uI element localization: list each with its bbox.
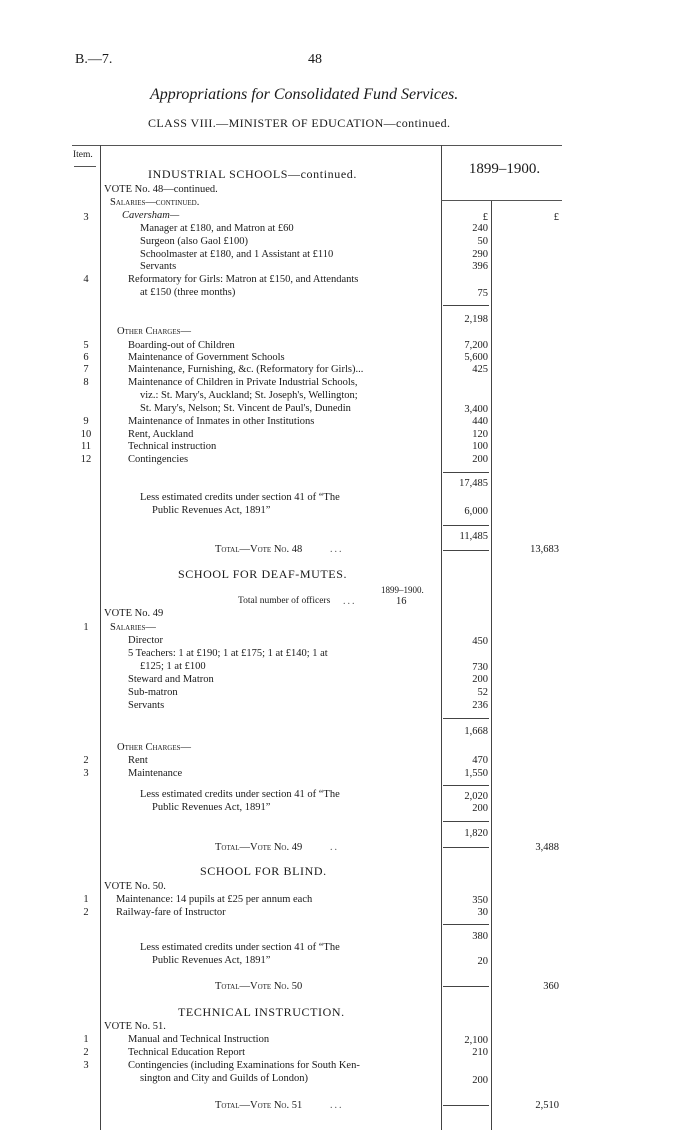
vote-49-label: VOTE No. 49 xyxy=(104,608,164,619)
page-number: 48 xyxy=(308,52,322,67)
line-item-text: Steward and Matron xyxy=(128,674,214,685)
line-item-text: Servants xyxy=(140,261,177,272)
item-number: 3 xyxy=(83,768,89,779)
item-column-header: Item. xyxy=(73,150,93,160)
line-item-text: 5 Teachers: 1 at £190; 1 at £175; 1 at £140; 1 at xyxy=(128,648,328,659)
line-item-amount: 440 xyxy=(472,416,488,427)
less-credits-amount: 200 xyxy=(472,803,488,814)
subtotal-rule xyxy=(443,525,489,526)
item-header-underline xyxy=(74,166,96,167)
currency-symbol-total: £ xyxy=(553,212,559,223)
deaf-mutes-heading: SCHOOL FOR DEAF-MUTES. xyxy=(178,567,348,581)
officers-year: 1899–1900. xyxy=(381,585,424,595)
less-credits-text: Less estimated credits under section 41 of “The xyxy=(140,942,340,953)
vote-51-total: 2,510 xyxy=(535,1100,559,1111)
line-item-text: Contingencies (including Examinations for South Ken- xyxy=(128,1060,360,1071)
less-credits-amount: 20 xyxy=(477,956,488,967)
item-number: 5 xyxy=(83,340,89,351)
salaries-subtotal: 2,198 xyxy=(464,314,488,325)
subtotal-rule xyxy=(443,924,489,925)
item-number: 8 xyxy=(83,377,89,388)
line-item-amount: 3,400 xyxy=(464,404,488,415)
line-item-amount: 7,200 xyxy=(464,340,488,351)
line-item-text: Maintenance of Children in Private Industrial Schools, xyxy=(128,377,358,388)
vote-50-total-label: Total—Vote No. 50 xyxy=(215,981,303,992)
total-rule xyxy=(443,550,489,551)
line-item-text: Rent, Auckland xyxy=(128,429,194,440)
line-item-amount: 2,100 xyxy=(464,1035,488,1046)
line-item-text: Technical Education Report xyxy=(128,1047,246,1058)
line-item-text: £125; 1 at £100 xyxy=(140,661,206,672)
item-number: 11 xyxy=(80,441,92,452)
other-charges-subtotal: 2,020 xyxy=(464,791,488,802)
line-item-amount: 396 xyxy=(472,261,488,272)
item-number: 3 xyxy=(83,1060,89,1071)
line-item-text: Maintenance of Inmates in other Institutions xyxy=(128,416,315,427)
leader-dots: ... xyxy=(330,544,344,555)
class-heading: CLASS VIII.—MINISTER OF EDUCATION—continued. xyxy=(148,116,451,130)
net-amount: 1,820 xyxy=(464,828,488,839)
line-item-amount: 470 xyxy=(472,755,488,766)
year-header-rule xyxy=(441,200,562,201)
item-number: 3 xyxy=(83,212,89,223)
line-item-amount: 425 xyxy=(472,364,488,375)
line-item-text: Schoolmaster at £180, and 1 Assistant at £110 xyxy=(140,249,334,260)
line-item-text: Manager at £180, and Matron at £60 xyxy=(140,223,294,234)
line-item-text: Rent xyxy=(128,755,148,766)
leader-dots: .. xyxy=(330,842,339,853)
other-charges-head: Other Charges— xyxy=(117,326,191,337)
line-item-amount: 30 xyxy=(477,907,488,918)
line-item-amount: 290 xyxy=(472,249,488,260)
vote-48-label: VOTE No. 48—continued. xyxy=(104,184,218,195)
item-column-rule xyxy=(100,145,101,1130)
item-number: 7 xyxy=(83,364,89,375)
vote-48-total: 13,683 xyxy=(530,544,559,555)
item-number: 10 xyxy=(80,429,92,440)
total-rule xyxy=(443,986,489,987)
line-item-amount: 450 xyxy=(472,636,488,647)
line-item-text: Technical instruction xyxy=(128,441,217,452)
line-item-amount: 75 xyxy=(477,288,488,299)
line-item-amount: 236 xyxy=(472,700,488,711)
vote-49-total: 3,488 xyxy=(535,842,559,853)
vote-50-label: VOTE No. 50. xyxy=(104,881,166,892)
line-item-text: Servants xyxy=(128,700,165,711)
blind-school-heading: SCHOOL FOR BLIND. xyxy=(200,864,327,878)
subtotal-rule xyxy=(443,821,489,822)
item-number: 2 xyxy=(83,1047,89,1058)
line-item-amount: 50 xyxy=(477,236,488,247)
item-number: 1 xyxy=(83,894,89,905)
less-credits-text: Less estimated credits under section 41 of “The xyxy=(140,789,340,800)
line-item-text: Manual and Technical Instruction xyxy=(128,1034,270,1045)
line-item-amount: 100 xyxy=(472,441,488,452)
vote-49-total-label: Total—Vote No. 49 xyxy=(215,842,303,853)
leader-dots: ... xyxy=(343,596,357,607)
table-top-rule xyxy=(72,145,562,146)
less-credits-text: Public Revenues Act, 1891” xyxy=(152,505,271,516)
line-item-text: sington and City and Guilds of London) xyxy=(140,1073,308,1084)
item-number: 12 xyxy=(80,454,92,465)
item-number: 4 xyxy=(83,274,89,285)
subtotal-rule xyxy=(443,785,489,786)
line-item-amount: 200 xyxy=(472,1075,488,1086)
line-item-amount: 730 xyxy=(472,662,488,673)
line-item-text: Maintenance: 14 pupils at £25 per annum each xyxy=(116,894,313,905)
page-title: Appropriations for Consolidated Fund Services. xyxy=(150,86,459,103)
subtotal-rule xyxy=(443,718,489,719)
vote-51-total-label: Total—Vote No. 51 xyxy=(215,1100,303,1111)
line-item-amount: 240 xyxy=(472,223,488,234)
less-credits-text: Less estimated credits under section 41 of “The xyxy=(140,492,340,503)
line-item-amount: 200 xyxy=(472,674,488,685)
subtotal-rule xyxy=(443,472,489,473)
industrial-schools-heading: INDUSTRIAL SCHOOLS—continued. xyxy=(148,167,357,181)
net-amount: 11,485 xyxy=(459,531,488,542)
salaries-subtotal: 1,668 xyxy=(464,726,488,737)
line-item-amount: 210 xyxy=(472,1047,488,1058)
other-charges-subtotal: 17,485 xyxy=(459,478,488,489)
line-item-text: Railway-fare of Instructor xyxy=(116,907,226,918)
line-item-text: Maintenance xyxy=(128,768,183,779)
item-number: 1 xyxy=(83,1034,89,1045)
item-number: 6 xyxy=(83,352,89,363)
line-item-amount: 350 xyxy=(472,895,488,906)
vote-48-salaries-head: Salaries—continued. xyxy=(110,197,200,208)
line-item-amount: 120 xyxy=(472,429,488,440)
line-item-text: Surgeon (also Gaol £100) xyxy=(140,236,248,247)
line-item-amount: 5,600 xyxy=(464,352,488,363)
less-credits-text: Public Revenues Act, 1891” xyxy=(152,955,271,966)
line-item-text: viz.: St. Mary's, Auckland; St. Joseph's, Wellington; xyxy=(140,390,358,401)
line-item-text: at £150 (three months) xyxy=(140,287,236,298)
year-column-header: 1899–1900. xyxy=(468,161,541,177)
line-item-amount: 1,550 xyxy=(464,768,488,779)
amount-column-rule-right xyxy=(491,200,492,1130)
line-item-text: Director xyxy=(128,635,163,646)
currency-symbol-amount: £ xyxy=(482,212,488,223)
other-charges-head: Other Charges— xyxy=(117,742,191,753)
officers-label: Total number of officers xyxy=(238,596,331,606)
line-item-text: Contingencies xyxy=(128,454,189,465)
vote-50-total: 360 xyxy=(543,981,559,992)
subtotal-amount: 380 xyxy=(472,931,488,942)
line-item-text: Boarding-out of Children xyxy=(128,340,235,351)
item-number: 2 xyxy=(83,907,89,918)
item-number: 1 xyxy=(83,622,89,633)
line-item-amount: 52 xyxy=(477,687,488,698)
vote-48-total-label: Total—Vote No. 48 xyxy=(215,544,303,555)
line-item-text: Sub-matron xyxy=(128,687,178,698)
line-item-text: Reformatory for Girls: Matron at £150, and Attendants xyxy=(128,274,359,285)
officers-count: 16 xyxy=(396,596,407,607)
total-rule xyxy=(443,1105,489,1106)
caversham-label: Caversham— xyxy=(122,210,180,221)
total-rule xyxy=(443,847,489,848)
item-number: 2 xyxy=(83,755,89,766)
line-item-amount: 200 xyxy=(472,454,488,465)
item-number: 9 xyxy=(83,416,89,427)
subtotal-rule xyxy=(443,305,489,306)
vote-51-label: VOTE No. 51. xyxy=(104,1021,166,1032)
less-credits-text: Public Revenues Act, 1891” xyxy=(152,802,271,813)
line-item-text: St. Mary's, Nelson; St. Vincent de Paul's, Dunedin xyxy=(140,403,351,414)
technical-instruction-heading: TECHNICAL INSTRUCTION. xyxy=(178,1005,345,1019)
line-item-text: Maintenance of Government Schools xyxy=(128,352,285,363)
vote-49-salaries-head: Salaries— xyxy=(110,622,156,633)
line-item-text: Maintenance, Furnishing, &c. (Reformatory for Girls)... xyxy=(128,364,364,375)
leader-dots: ... xyxy=(330,1100,344,1111)
less-credits-amount: 6,000 xyxy=(464,506,488,517)
document-reference: B.—7. xyxy=(75,52,113,67)
